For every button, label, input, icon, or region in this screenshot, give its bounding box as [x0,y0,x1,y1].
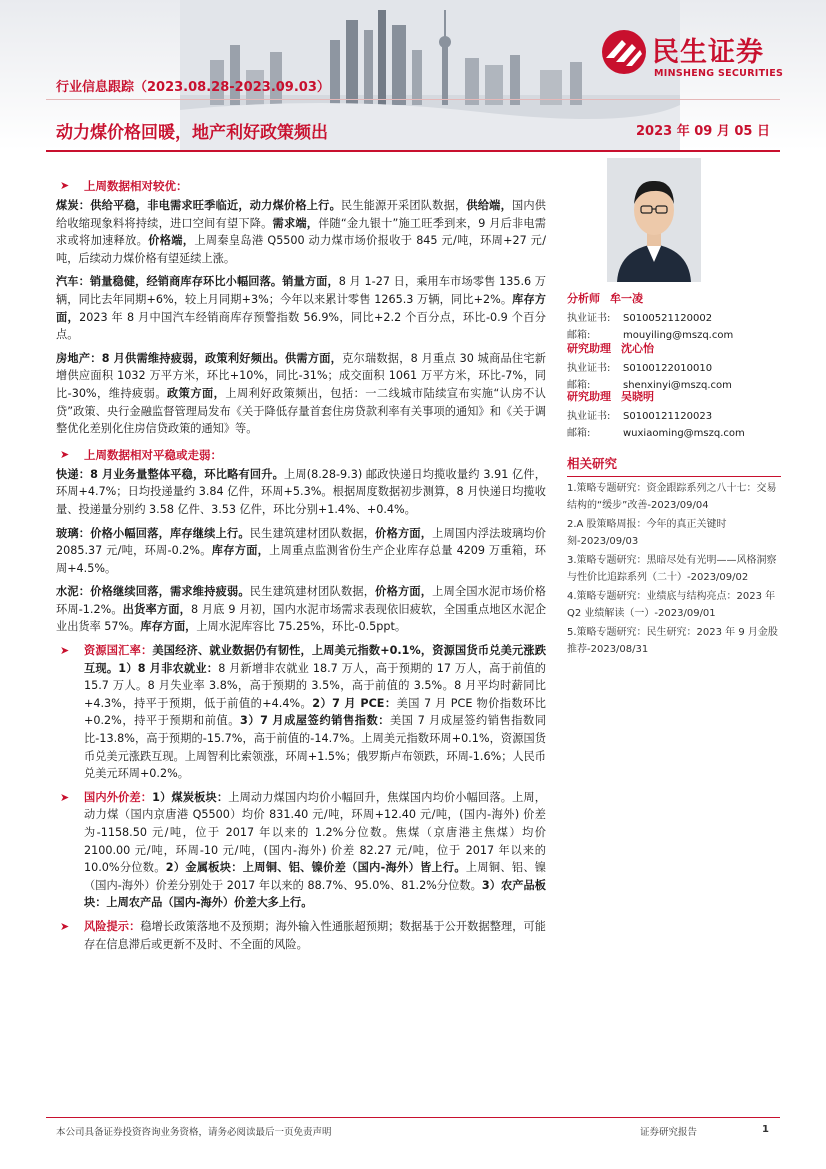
paragraph-auto: 汽车：销量稳健，经销商库存环比小幅回落。销量方面，8 月 1-27 日，乘用车市场零售 135.6 万辆，同比去年同期+6%，较上月同期+3%；今年以来累计零售 1265.3 万辆，同比+2%。库存方面，2023 年 8 月中国汽车经销商库存预警指数 56.9%，同比+2.2 个百分点，环比-0.9 个百分点。 [56,275,546,342]
footer-report-type: 证券研究报告 [640,1127,698,1138]
paragraph-fx: ➤ 资源国汇率：美国经济、就业数据仍有韧性，上周美元指数+0.1%，资源国货币兑美元涨跌互现。1）8 月非农就业：8 月新增非农就业 18.7 万人，高于预期的 17 万人，高于前值的 15.7 万人。8 月失业率 3.8%，高于预期的 3.5%，高于前值的 3.5%。8 月平均时薪同比+4.3%，持平于预期，低于前值的+4.4%。2）7 月 PCE：美国 7 月 PCE 物价指数环比+0.2%，持平于预期和前值。3）7 月成屋签约销售指数：美国 7 月成屋签约销售指数同比-13.8%，高于预期的-15.7%，高于前值的-14.7%。上周美元指数环周+0.1%，资源国货币兑美元涨跌互现。上周智利比索领涨，环周+1.5%；俄罗斯卢布领跌，环周-1.6%；人民币兑美元环周+0.2%。 [60,644,547,781]
paragraph-risk: ➤ 风险提示：稳增长政策落地不及预期；海外输入性通胀超预期；数据基于公开数据整理，可能存在信息滞后或更新不及时、不全面的风险。 [60,919,546,951]
related-item[interactable]: 5.策略专题研究：民生研究：2023 年 9 月金股推荐-2023/08/31 [567,627,778,655]
paragraph-glass: 玻璃：价格小幅回落，库存继续上行。民生建筑建材团队数据，价格方面，上周国内浮法玻璃均价 2085.37 元/吨，环周-0.2%。库存方面，上周重点监测省份生产企业库存总量 4209 万重箱，环周+4.5%。 [56,526,546,575]
related-research-title: 相关研究 [567,454,781,477]
section-heading-weaker: ➤ 上周数据相对平稳或走弱： [56,444,546,466]
header-thin-rule [46,99,780,100]
paragraph-price-spread: ➤ 国内外价差：1）煤炭板块：上周动力煤国内均价小幅回升，焦煤国内均价小幅回落。上周，动力煤（国内京唐港 Q5500）均价 831.40 元/吨，环周+12.40 元/吨，(国内-海外) 价差为-1158.50 元/吨，位于 2017 年以来的 1.2%分位数。焦煤（京唐港主焦煤）均价 2100.00 元/吨，环周-10 元/吨，(国内-海外) 价差 82.27 元/吨，位于 2017 年以来的 10.0%分位数。2）金属板块：上周铜、铝、镍价差（国内-海外）皆上行。上周铜、铝、镍（国内-海外）价差分别处于 2017 年以来的 88.7%、95.0%、81.2%分位数。3）农产品板块：上周农产品（国内-海外）价差大多上行。 [60,790,546,910]
logo-english-text: MINSHENG SECURITIES [654,68,784,79]
logo-mark-icon [600,28,648,76]
report-header [0,0,826,150]
arrow-icon: ➤ [60,447,70,461]
header-red-rule [46,150,780,152]
paragraph-coal: 煤炭：供给平稳，非电需求旺季临近，动力煤价格上行。民生能源开采团队数据，供给端，国内供给收缩现象料将持续，进口空间有望下降。需求端，伴随“金九银十”施工旺季到来，9 月后非电需求或将加速释放。价格端，上周秦皇岛港 Q5500 动力煤市场价报收于 845 元/吨，环周+27 元/吨，后续动力煤价格有望延续上涨。 [56,199,546,265]
arrow-icon: ➤ [60,919,70,933]
section-heading-better: ➤ 上周数据相对较优： [56,175,546,197]
arrow-icon: ➤ [60,790,70,804]
paragraph-express: 快递：8 月业务量整体平稳，环比略有回升。上周(8.28-9.3) 邮政快递日均揽收量约 3.91 亿件，环周+4.7%；日均投递量约 3.84 亿件，环周+5.3%。根据周度数据初步测算，8 月快递日均揽收量、投递量分别约 3.58 亿件、3.53 亿件，环比分别+1.4%、+0.4%。 [56,467,546,516]
footer-rule [46,1117,780,1118]
related-item[interactable]: 2.A 股策略周报：今年的真正关键时刻-2023/09/03 [567,519,727,547]
analyst-2: 研究助理 沈心怡 执业证书: S0100122010010 邮箱: shenxinyi@mszq.com [567,342,732,391]
report-date: 2023 年 09 月 05 日 [636,124,770,139]
paragraph-cement: 水泥：价格继续回落，需求维持疲弱。民生建筑建材团队数据，价格方面，上周全国水泥市场价格环周-1.2%。出货率方面，8 月底 9 月初，国内水泥市场需求表现依旧疲软，全国重点地区水泥企业出货率 57%。库存方面，上周水泥库容比 75.25%，环比-0.5ppt。 [56,585,547,634]
report-main-title: 动力煤价格回暖，地产利好政策频出 [56,123,328,143]
related-research-list [567,480,781,660]
paragraph-real-estate: 房地产：8 月供需维持疲弱，政策利好频出。供需方面，克尔瑞数据，8 月重点 30 城商品住宅新增供应面积 1032 万平方米，环比+10%，同比-31%；成交面积 1061 万平方米，环比-7%，同比-30%，维持疲弱。政策方面，上周利好政策频出，包括：一二线城市陆续宣布实施“认房不认贷”政策、央行金融监督管理局发布《关于降低存量首套住房贷款利率有关事项的通知》和《关于调整优化差别化住房信贷政策的通知》等。 [56,351,546,436]
report-series-title: 行业信息跟踪（2023.08.28-2023.09.03） [56,80,330,95]
related-item[interactable]: 3.策略专题研究：黑暗尽处有光明——风格洞察与性价比追踪系列（二十）-2023/09/02 [567,555,777,583]
related-item[interactable]: 1.策略专题研究：资金跟踪系列之八十七：交易结构的“缓步”改善-2023/09/04 [567,483,777,511]
related-item[interactable]: 4.策略专题研究：业绩底与结构亮点：2023 年 Q2 业绩解读（一）-2023/09/01 [567,591,776,619]
analyst-photo [607,158,701,282]
footer-disclaimer: 本公司具备证券投资咨询业务资格，请务必阅读最后一页免责声明 [56,1127,332,1138]
analyst-1: 分析师 牟一凌 执业证书: S0100521120002 邮箱: mouyiling@mszq.com [567,292,734,341]
logo-chinese-text: 民生证券 [652,37,764,68]
arrow-icon: ➤ [60,179,70,192]
main-content [56,175,546,959]
arrow-icon: ➤ [60,644,70,658]
analyst-3: 研究助理 吴晓明 执业证书: S0100121120023 邮箱: wuxiaoming@mszq.com [567,390,745,439]
minsheng-logo [600,28,800,88]
page-number: 1 [762,1124,769,1135]
